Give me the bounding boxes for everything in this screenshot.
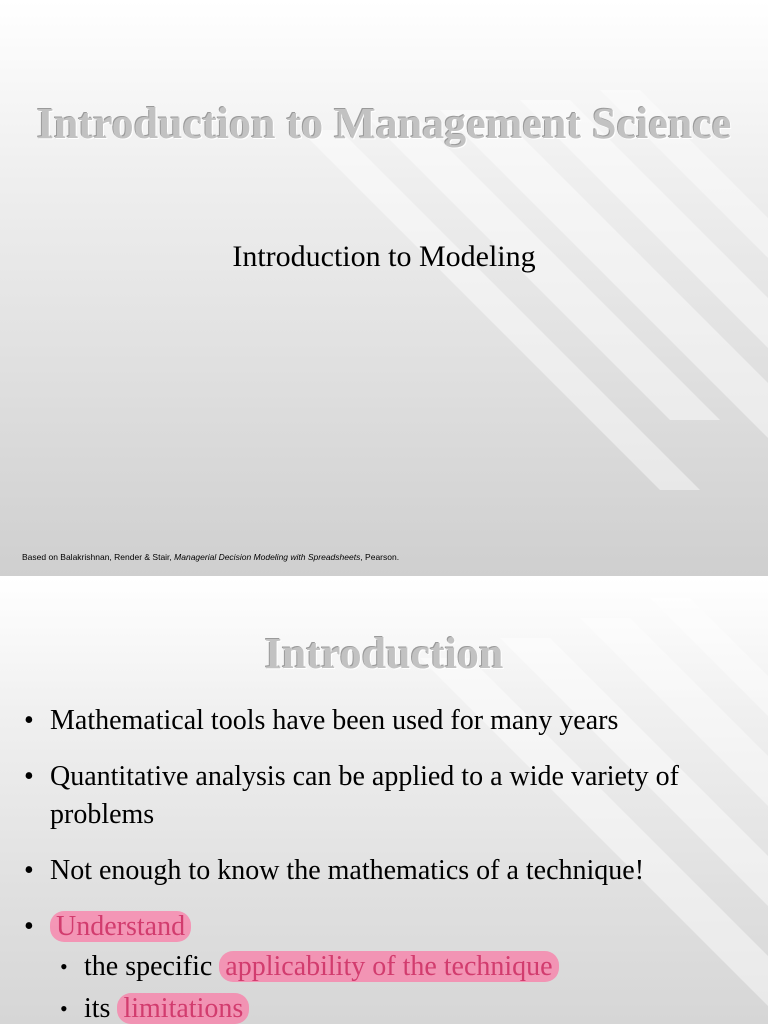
bullet-item-understand [24,908,764,1024]
bullet-item: • Mathematical tools have been used for many years [24,702,764,740]
sub-bullet-item [50,948,764,986]
slide-title: Introduction [264,629,504,678]
citation [22,552,399,562]
highlighted-text: Understand [50,911,191,942]
citation-suffix: , Pearson. [360,552,400,562]
highlighted-text: applicability of the technique [219,951,558,982]
bullet-item: • Not enough to know the mathematics of a technique! [24,852,764,890]
sub-bullet-prefix: its [84,993,118,1024]
slide-title: Introduction to Management Science [36,99,732,148]
highlighted-text: limitations [117,993,249,1024]
sub-bullet-list [50,948,764,1024]
bullet-item: • Quantitative analysis can be applied to a wide variety of problems [24,758,764,834]
slide-subtitle: Introduction to Modeling [232,240,536,273]
sub-bullet-item [50,990,764,1024]
citation-book-title: Managerial Decision Modeling with Spreadsheets [174,552,361,562]
introduction-slide [0,578,768,1024]
citation-prefix: Based on Balakrishnan, Render & Stair, [22,552,175,562]
bullet-list [24,702,764,1024]
sub-bullet-prefix: the specific [84,951,220,982]
